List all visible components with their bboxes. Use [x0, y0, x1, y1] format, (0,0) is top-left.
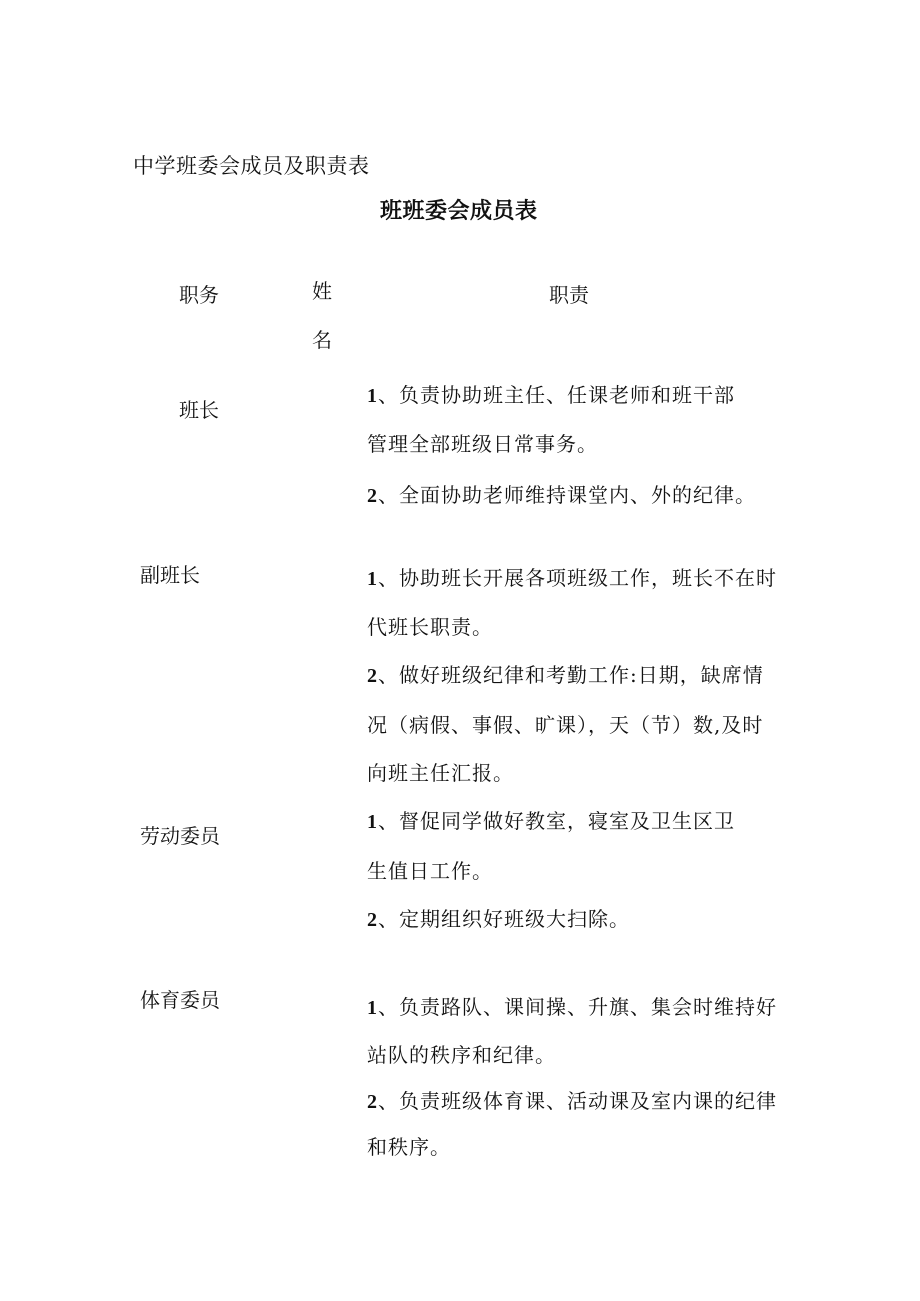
duty-line: 1、负责协助班主任、任课老师和班干部 [367, 383, 735, 407]
duty-line: 1、协助班长开展各项班级工作，班长不在时 [367, 566, 777, 590]
duty-number: 2 [367, 1091, 378, 1113]
duty-line: 2、负责班级体育课、活动课及室内课的纪律 [367, 1089, 777, 1113]
duty-line: 向班主任汇报。 [367, 761, 514, 785]
duty-number: 1 [367, 385, 378, 407]
role-class-monitor: 班长 [179, 398, 219, 422]
duty-line: 生值日工作。 [367, 859, 493, 883]
duty-number: 1 [367, 811, 378, 833]
header-duties: 职责 [549, 283, 589, 307]
duty-line: 2、定期组织好班级大扫除。 [367, 907, 630, 931]
duty-line: 1、督促同学做好教室，寝室及卫生区卫 [367, 809, 735, 833]
role-sports-committee: 体育委员 [140, 988, 220, 1012]
duty-line: 2、全面协助老师维持课堂内、外的纪律。 [367, 483, 756, 507]
duty-line: 站队的秩序和纪律。 [367, 1043, 556, 1067]
header-name-line1: 姓 [312, 279, 332, 303]
header-name-line2: 名 [312, 328, 332, 352]
table-title: 班班委会成员表 [380, 199, 538, 224]
header-position: 职务 [179, 283, 219, 307]
duty-number: 1 [367, 568, 378, 590]
duty-line: 2、做好班级纪律和考勤工作:日期，缺席情 [367, 663, 764, 687]
duty-line: 1、负责路队、课间操、升旗、集会时维持好 [367, 995, 777, 1019]
duty-number: 1 [367, 997, 378, 1019]
duty-line: 管理全部班级日常事务。 [367, 432, 598, 456]
role-labor-committee: 劳动委员 [140, 824, 220, 848]
duty-line: 和秩序。 [367, 1135, 451, 1159]
document-title: 中学班委会成员及职责表 [133, 154, 370, 178]
duty-number: 2 [367, 485, 378, 507]
role-vice-monitor: 副班长 [140, 563, 200, 587]
duty-line: 况（病假、事假、旷课），天（节）数,及时 [367, 713, 764, 737]
duty-number: 2 [367, 909, 378, 931]
duty-line: 代班长职责。 [367, 615, 493, 639]
duty-number: 2 [367, 665, 378, 687]
